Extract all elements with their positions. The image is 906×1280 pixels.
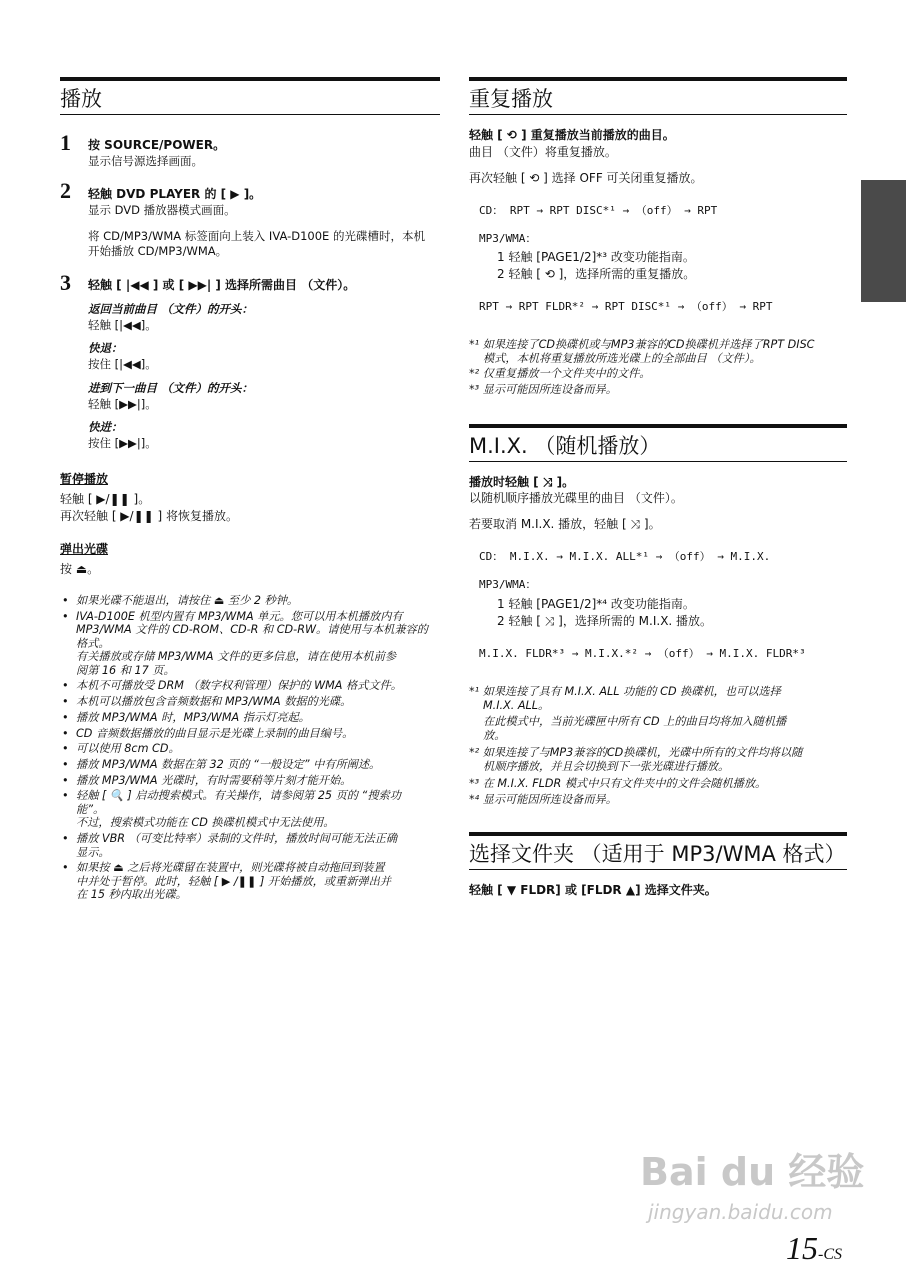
repeat-note-1a: *¹ 如果连接了CD换碟机或与MP3兼容的CD换碟机并选择了RPT DISC (469, 338, 815, 351)
page-number-suffix: -CS (818, 1246, 842, 1263)
repeat-line-3: 再次轻触 [ ⟲ ] 选择 OFF 可关闭重复播放。 (469, 171, 703, 185)
bullet-dot: • (62, 679, 69, 693)
bullet-dot: • (62, 773, 69, 787)
bullet-line: 有关播放或存储 MP3/WMA 文件的更多信息，请在使用本机前参 (76, 650, 397, 664)
repeat-cd-sequence: CD： RPT → RPT DISC*¹ → （off） → RPT (479, 204, 718, 217)
mix-mp3-label: MP3/WMA： (479, 578, 537, 591)
mix-line-2: 以随机顺序播放光碟里的曲目 （文件）。 (469, 491, 683, 505)
mix-line-1: 播放时轻触 [ ⤨ ]。 (469, 475, 575, 489)
step-2-text: 轻触 DVD PLAYER 的 [ ▶ ]。 (88, 187, 262, 201)
bullet-dot: • (62, 710, 69, 724)
mix-mp3-sequence: M.I.X. FLDR*³ → M.I.X.*² → （off） → M.I.X. FLDR*³ (479, 647, 806, 660)
step-3-number: 3 (60, 270, 71, 295)
bullet-line: 轻触 [ 🔍 ] 启动搜索模式。有关操作，请参阅第 25 页的 “搜索功 (76, 789, 401, 803)
step-2-desc2-line2: 开始播放 CD/MP3/WMA。 (88, 244, 228, 258)
section-title-mix: M.I.X. （随机播放） (469, 424, 847, 462)
mix-note-1d: 放。 (483, 729, 506, 742)
mix-note-2b: 机顺序播放，并且会切换到下一张光碟进行播放。 (483, 760, 730, 773)
bullet-dot: • (62, 742, 69, 756)
mix-cd-sequence: CD： M.I.X. → M.I.X. ALL*¹ → （off） → M.I.X. (479, 550, 771, 563)
section-title-repeat: 重复播放 (469, 77, 847, 115)
pause-line-2: 再次轻触 [ ▶/❚❚ ] 将恢复播放。 (60, 509, 239, 523)
repeat-line-2: 曲目 （文件）将重复播放。 (469, 145, 617, 159)
bullet-line: 播放 MP3/WMA 数据在第 32 页的 “一般设定” 中有所阐述。 (76, 757, 381, 771)
mix-note-4: *⁴ 显示可能因所连设备而异。 (469, 793, 617, 806)
step-2-desc2-line1: 将 CD/MP3/WMA 标签面向上装入 IVA-D100E 的光碟槽时，本机 (88, 229, 425, 243)
pause-line-1: 轻触 [ ▶/❚❚ ]。 (60, 492, 151, 506)
mix-note-1b: M.I.X. ALL。 (483, 699, 550, 712)
mix-note-1a: *¹ 如果连接了具有 M.I.X. ALL 功能的 CD 换碟机，也可以选择 (469, 685, 781, 698)
step-2-number: 2 (60, 178, 71, 203)
bullet-line: 播放 MP3/WMA 时，MP3/WMA 指示灯亮起。 (76, 710, 310, 724)
bullet-dot: • (62, 609, 69, 623)
mix-mp3-step-1: 1 轻触 [PAGE1/2]*⁴ 改变功能指南。 (497, 597, 695, 611)
mix-note-3: *³ 在 M.I.X. FLDR 模式中只有文件夹中的文件会随机播放。 (469, 777, 767, 790)
step-3-heading-1: 返回当前曲目 （文件）的开头： (88, 302, 254, 316)
bullet-line: 格式。 (76, 636, 110, 650)
mix-note-1c: 在此模式中，当前光碟匣中所有 CD 上的曲目均将加入随机播 (483, 715, 787, 728)
mix-note-2a: *² 如果连接了与MP3兼容的CD换碟机，光碟中所有的文件均将以随 (469, 746, 803, 759)
repeat-note-3: *³ 显示可能因所连设备而异。 (469, 383, 617, 396)
bullet-dot: • (62, 695, 69, 709)
bullet-line: 阅第 16 和 17 页。 (76, 663, 175, 677)
bullet-line: 不过，搜索模式功能在 CD 换碟机模式中无法使用。 (76, 816, 335, 830)
repeat-mp3-step-2: 2 轻触 [ ⟲ ]，选择所需的重复播放。 (497, 267, 696, 281)
watermark-url: jingyan.baidu.com (648, 1200, 833, 1224)
watermark-logo: Bai du 经验 (640, 1150, 865, 1194)
page-number (786, 1230, 842, 1273)
repeat-mp3-step-1: 1 轻触 [PAGE1/2]*³ 改变功能指南。 (497, 250, 695, 264)
folder-line-1: 轻触 [ ▼ FLDR] 或 [FLDR ▲] 选择文件夹。 (469, 883, 717, 897)
section-title-folder: 选择文件夹 （适用于 MP3/WMA 格式） (469, 832, 847, 870)
bullet-line: 本机不可播放受 DRM （数字权利管理）保护的 WMA 格式文件。 (76, 679, 402, 693)
step-3-heading-2: 快退： (88, 341, 123, 355)
bullet-line: 如果光碟不能退出，请按住 ⏏ 至少 2 秒钟。 (76, 594, 299, 607)
watermark (640, 1150, 870, 1240)
step-3-text-2: 按住 [|◀◀]。 (88, 357, 157, 371)
section-title-playback: 播放 (60, 77, 440, 115)
repeat-note-2: *² 仅重复播放一个文件夹中的文件。 (469, 367, 651, 380)
bullet-line: 本机可以播放包含音频数据和 MP3/WMA 数据的光碟。 (76, 695, 352, 709)
bullet-line: 播放 VBR （可变比特率）录制的文件时，播放时间可能无法正确 (76, 832, 398, 845)
bullet-dot: • (62, 726, 69, 740)
bullet-line: CD 音频数据播放的曲目显示是光碟上录制的曲目编号。 (76, 726, 354, 740)
bullet-dot: • (62, 594, 69, 607)
bullet-line: MP3/WMA 文件的 CD-ROM、CD-R 和 CD-RW。请使用与本机兼容的 (76, 623, 428, 637)
step-3-text-1: 轻触 [|◀◀]。 (88, 318, 157, 332)
bullet-line: 如果按 ⏏ 之后将光碟留在装置中，则光碟将被自动拖回到装置 (76, 861, 385, 875)
chapter-tab (861, 180, 906, 302)
bullet-line: IVA-D100E 机型内置有 MP3/WMA 单元。您可以用本机播放内有 (76, 609, 403, 623)
repeat-mp3-label: MP3/WMA： (479, 232, 537, 245)
bullet-line: 播放 MP3/WMA 光碟时，有时需要稍等片刻才能开始。 (76, 773, 352, 787)
step-3-heading-4: 快进： (88, 420, 123, 434)
pause-title: 暂停播放 (60, 472, 109, 486)
mix-mp3-step-2: 2 轻触 [ ⤨ ]，选择所需的 M.I.X. 播放。 (497, 614, 713, 628)
repeat-line-1: 轻触 [ ⟲ ] 重复播放当前播放的曲目。 (469, 128, 675, 142)
step-1-text: 按 SOURCE/POWER。 (88, 138, 226, 152)
step-3-text-3: 轻触 [▶▶|]。 (88, 397, 157, 411)
step-3-text-4: 按住 [▶▶|]。 (88, 436, 157, 450)
eject-line-1: 按 ⏏。 (60, 562, 100, 576)
bullet-line: 能”。 (76, 802, 105, 816)
bullet-dot: • (62, 757, 69, 771)
bullet-line: 可以使用 8cm CD。 (76, 742, 180, 756)
page-number-value: 15 (786, 1230, 818, 1266)
bullet-line: 中并处于暂停。此时，轻触 [ ▶ /❚❚ ] 开始播放，或重新弹出并 (76, 874, 391, 888)
bullet-line: 在 15 秒内取出光碟。 (76, 888, 187, 902)
step-3-heading-3: 进到下一曲目 （文件）的开头： (88, 381, 254, 395)
step-3-text: 轻触 [ |◀◀ ] 或 [ ▶▶| ] 选择所需曲目 （文件）。 (88, 278, 356, 292)
eject-title: 弹出光碟 (60, 542, 109, 556)
step-2-desc: 显示 DVD 播放器模式画面。 (88, 203, 236, 217)
step-1-desc: 显示信号源选择画面。 (88, 154, 203, 168)
bullet-line: 显示。 (76, 845, 110, 859)
bullet-dot: • (62, 832, 69, 845)
bullet-dot: • (62, 789, 69, 803)
repeat-mp3-sequence: RPT → RPT FLDR*² → RPT DISC*¹ → （off） → RPT (479, 300, 773, 313)
step-1-number: 1 (60, 130, 71, 155)
mix-line-3: 若要取消 M.I.X. 播放，轻触 [ ⤨ ]。 (469, 517, 661, 531)
bullet-dot: • (62, 861, 69, 875)
repeat-note-1b: 模式，本机将重复播放所选光碟上的全部曲目 （文件）。 (483, 352, 761, 365)
